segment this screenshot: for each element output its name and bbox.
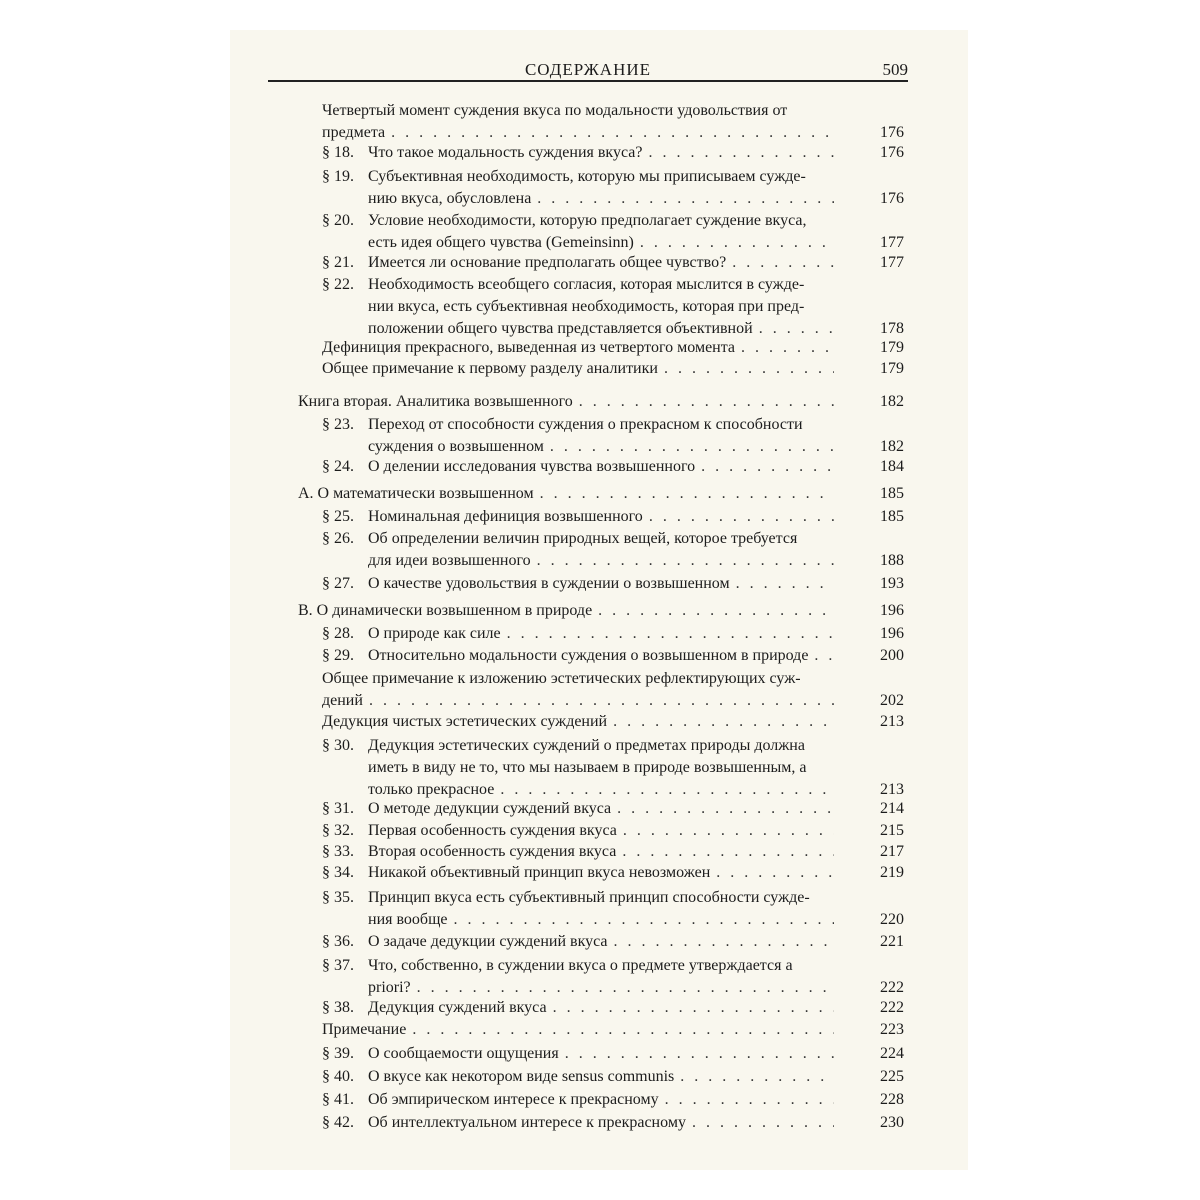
section-number: § 27.	[322, 575, 354, 592]
entry-title-text: О задаче дедукции суждений вкуса	[368, 933, 608, 950]
entry-page-number: 219	[880, 864, 904, 881]
dot-leader	[553, 997, 834, 1019]
entry-title-line	[368, 436, 834, 458]
entry-title-text: priori?	[368, 979, 411, 996]
entry-title-line	[322, 711, 834, 733]
entry-title-text: B. О динамически возвышенном в природе	[298, 602, 593, 619]
entry-title-line	[368, 232, 834, 254]
dot-leader	[664, 358, 834, 380]
entry-page-number: 213	[880, 713, 904, 730]
section-number: § 35.	[322, 889, 354, 906]
section-number: § 21.	[322, 254, 354, 271]
toc-entry	[230, 735, 968, 801]
toc-entry	[230, 210, 968, 254]
entry-page-number: 196	[880, 625, 904, 642]
entry-title-text: положении общего чувства представляется объективной	[368, 320, 753, 337]
entry-title-line	[368, 188, 834, 210]
entry-title-line	[368, 252, 834, 274]
toc-entry	[230, 414, 968, 458]
entry-title-line	[368, 645, 834, 667]
entry-title-text: О качестве удовольствия в суждении о возвышенном	[368, 575, 730, 592]
section-number: § 37.	[322, 957, 354, 974]
entry-page-number: 214	[880, 800, 904, 817]
entry-page-number: 182	[880, 438, 904, 455]
toc-entry	[230, 358, 968, 380]
dot-leader	[565, 1043, 834, 1065]
entry-page-number: 225	[880, 1068, 904, 1085]
entry-page-number: 176	[880, 144, 904, 161]
section-number: § 39.	[322, 1045, 354, 1062]
entry-page-number: 220	[880, 911, 904, 928]
entry-title-text: Переход от способности суждения о прекрасном к способности	[368, 416, 803, 433]
entry-title-line	[368, 1043, 834, 1065]
section-number: § 36.	[322, 933, 354, 950]
section-number: § 23.	[322, 416, 354, 433]
entry-title-text: О природе как силе	[368, 625, 501, 642]
entry-title-text: Субъективная необходимость, которую мы приписываем сужде-	[368, 168, 806, 185]
section-number: § 42.	[322, 1114, 354, 1131]
toc-entry	[230, 600, 968, 622]
dot-leader	[579, 391, 834, 413]
toc-entry	[230, 274, 968, 340]
entry-title-line	[368, 862, 834, 884]
entry-title-text: суждения о возвышенном	[368, 438, 544, 455]
entry-title-line	[322, 358, 834, 380]
dot-leader	[412, 1019, 834, 1041]
entry-title-line	[368, 573, 834, 595]
entry-page-number: 228	[880, 1091, 904, 1108]
dot-leader	[617, 798, 834, 820]
entry-page-number: 200	[880, 647, 904, 664]
toc-entry	[230, 1089, 968, 1111]
toc-entry	[230, 798, 968, 820]
toc-entry	[230, 100, 968, 144]
dot-leader	[454, 909, 835, 931]
entry-title-line	[368, 550, 834, 572]
dot-leader	[598, 600, 834, 622]
page-number: 509	[882, 60, 908, 79]
entry-page-number: 176	[880, 190, 904, 207]
dot-leader	[623, 820, 834, 842]
entry-title-text: Дедукция суждений вкуса	[368, 999, 547, 1016]
entry-title-line	[368, 997, 834, 1019]
entry-title-text: Номинальная дефиниция возвышенного	[368, 508, 643, 525]
section-number: § 26.	[322, 530, 354, 547]
entry-title-text: Что, собственно, в суждении вкуса о предмете утверждается a	[368, 957, 793, 974]
toc-entry	[230, 997, 968, 1019]
entry-page-number: 177	[880, 254, 904, 271]
entry-title-text: A. О математически возвышенном	[298, 485, 534, 502]
entry-page-number: 196	[880, 602, 904, 619]
entry-title-text: Дедукция чистых эстетических суждений	[322, 713, 608, 730]
entry-title-line	[322, 690, 834, 712]
section-number: § 41.	[322, 1091, 354, 1108]
entry-title-line	[368, 798, 834, 820]
entry-page-number: 230	[880, 1114, 904, 1131]
entry-title-text: Относительно модальности суждения о возвышенном в природе	[368, 647, 809, 664]
dot-leader	[736, 573, 834, 595]
dot-leader	[648, 142, 834, 164]
entry-title-text: Вторая особенность суждения вкуса	[368, 843, 617, 860]
toc-entry	[230, 573, 968, 595]
entry-title-text: Общее примечание к первому разделу аналитики	[322, 360, 658, 377]
toc-entry	[230, 841, 968, 863]
section-number: § 34.	[322, 864, 354, 881]
entry-title-line	[368, 506, 834, 528]
page-title: СОДЕРЖАНИЕ	[524, 60, 652, 79]
dot-leader	[701, 456, 834, 478]
entry-title-text: Что такое модальность суждения вкуса?	[368, 144, 643, 161]
section-number: § 18.	[322, 144, 354, 161]
entry-title-text: для идеи возвышенного	[368, 552, 531, 569]
toc-entry	[230, 862, 968, 884]
entry-title-text: иметь в виду не то, что мы называем в природе возвышенным, а	[368, 759, 807, 776]
entry-title-text: Об интеллектуальном интересе к прекрасному	[368, 1114, 686, 1131]
entry-title-text: Об определении величин природных вещей, которое требуется	[368, 530, 798, 547]
section-number: § 40.	[322, 1068, 354, 1085]
entry-title-text: О методе дедукции суждений вкуса	[368, 800, 612, 817]
page-header	[268, 56, 908, 88]
section-number: § 32.	[322, 822, 354, 839]
dot-leader	[732, 252, 834, 274]
toc-entry	[230, 1112, 968, 1134]
entry-title-line	[368, 1066, 834, 1088]
toc-entry	[230, 166, 968, 210]
entry-title-line	[368, 1112, 834, 1134]
entry-title-text: Первая особенность суждения вкуса	[368, 822, 617, 839]
entry-title-line	[368, 931, 834, 953]
entry-title-line	[298, 483, 834, 505]
entry-title-line	[322, 122, 834, 144]
entry-title-line	[368, 909, 834, 931]
entry-title-text: Общее примечание к изложению эстетических рефлектирующих суж-	[322, 670, 801, 687]
toc-entry	[230, 931, 968, 953]
section-number: § 28.	[322, 625, 354, 642]
entry-page-number: 222	[880, 999, 904, 1016]
dot-leader	[540, 483, 834, 505]
entry-title-line	[368, 142, 834, 164]
entry-title-text: Книга вторая. Аналитика возвышенного	[298, 393, 573, 410]
entry-page-number: 202	[880, 692, 904, 709]
entry-title-line	[368, 841, 834, 863]
entry-page-number: 193	[880, 575, 904, 592]
entry-page-number: 176	[880, 124, 904, 141]
dot-leader	[369, 690, 834, 712]
toc-entry	[230, 955, 968, 999]
dot-leader	[622, 841, 834, 863]
section-number: § 29.	[322, 647, 354, 664]
section-number: § 19.	[322, 168, 354, 185]
toc-entry	[230, 711, 968, 733]
toc-entry	[230, 887, 968, 931]
entry-page-number: 184	[880, 458, 904, 475]
entry-page-number: 223	[880, 1021, 904, 1038]
entry-title-line	[298, 600, 834, 622]
entry-title-text: Условие необходимости, которую предполагает суждение вкуса,	[368, 212, 807, 229]
dot-leader	[537, 550, 834, 572]
entry-title-text: ния вообще	[368, 911, 448, 928]
entry-page-number: 213	[880, 781, 904, 798]
toc-entry	[230, 506, 968, 528]
section-number: § 25.	[322, 508, 354, 525]
entry-title-text: Никакой объективный принцип вкуса невозможен	[368, 864, 711, 881]
entry-page-number: 217	[880, 843, 904, 860]
entry-title-text: только прекрасное	[368, 781, 495, 798]
section-number: § 30.	[322, 737, 354, 754]
toc-entry	[230, 391, 968, 413]
section-number: § 20.	[322, 212, 354, 229]
entry-page-number: 179	[880, 339, 904, 356]
entry-title-text: О делении исследования чувства возвышенного	[368, 458, 696, 475]
entry-title-line	[322, 337, 834, 359]
entry-page-number: 215	[880, 822, 904, 839]
dot-leader	[417, 977, 834, 999]
section-number: § 33.	[322, 843, 354, 860]
entry-page-number: 182	[880, 393, 904, 410]
toc-entry	[230, 645, 968, 667]
section-number: § 22.	[322, 276, 354, 293]
toc-entry	[230, 668, 968, 712]
book-page	[230, 30, 968, 1170]
entry-title-text: предмета	[322, 124, 386, 141]
toc-entry	[230, 337, 968, 359]
entry-title-line	[368, 977, 834, 999]
entry-title-text: Имеется ли основание предполагать общее чувство?	[368, 254, 727, 271]
dot-leader	[550, 436, 834, 458]
entry-title-line	[368, 820, 834, 842]
dot-leader	[391, 122, 834, 144]
entry-title-text: Дефиниция прекрасного, выведенная из четвертого момента	[322, 339, 736, 356]
entry-title-text: Необходимость всеобщего согласия, которая мыслится в сужде-	[368, 276, 805, 293]
entry-title-text: Дедукция эстетических суждений о предметах природы должна	[368, 737, 805, 754]
dot-leader	[814, 645, 834, 667]
entry-title-text: есть идея общего чувства (Gemeinsinn)	[368, 234, 634, 251]
dot-leader	[692, 1112, 834, 1134]
dot-leader	[507, 623, 834, 645]
entry-title-text: нии вкуса, есть субъективная необходимость, которая при пред-	[368, 298, 805, 315]
entry-title-text: дений	[322, 692, 363, 709]
entry-page-number: 178	[880, 320, 904, 337]
entry-page-number: 222	[880, 979, 904, 996]
header-rule	[268, 80, 908, 82]
dot-leader	[613, 711, 834, 733]
entry-page-number: 185	[880, 485, 904, 502]
dot-leader	[649, 506, 834, 528]
dot-leader	[537, 188, 834, 210]
toc-entry	[230, 1019, 968, 1041]
entry-page-number: 221	[880, 933, 904, 950]
section-number: § 38.	[322, 999, 354, 1016]
toc-entry	[230, 623, 968, 645]
entry-title-text: нию вкуса, обусловлена	[368, 190, 532, 207]
entry-page-number: 177	[880, 234, 904, 251]
entry-title-line	[368, 1089, 834, 1111]
toc-entry	[230, 142, 968, 164]
section-number: § 24.	[322, 458, 354, 475]
dot-leader	[665, 1089, 834, 1111]
entry-title-text: Четвертый момент суждения вкуса по модальности удовольствия от	[322, 102, 788, 119]
dot-leader	[680, 1066, 834, 1088]
toc-entry	[230, 1043, 968, 1065]
entry-title-text: Об эмпирическом интересе к прекрасному	[368, 1091, 659, 1108]
entry-title-text: Примечание	[322, 1021, 407, 1038]
entry-title-line	[368, 623, 834, 645]
entry-title-text: О вкусе как некотором виде sensus communis	[368, 1068, 675, 1085]
entry-page-number: 224	[880, 1045, 904, 1062]
entry-page-number: 179	[880, 360, 904, 377]
entry-title-text: О сообщаемости ощущения	[368, 1045, 559, 1062]
entry-page-number: 188	[880, 552, 904, 569]
toc-entry	[230, 483, 968, 505]
dot-leader	[614, 931, 834, 953]
entry-page-number: 185	[880, 508, 904, 525]
entry-title-line	[368, 456, 834, 478]
toc-entry	[230, 528, 968, 572]
entry-title-text: Принцип вкуса есть субъективный принцип способности сужде-	[368, 889, 810, 906]
entry-title-line	[298, 391, 834, 413]
toc-entry	[230, 456, 968, 478]
toc-entry	[230, 820, 968, 842]
dot-leader	[741, 337, 834, 359]
section-number: § 31.	[322, 800, 354, 817]
toc-entry	[230, 1066, 968, 1088]
dot-leader	[716, 862, 834, 884]
entry-title-line	[322, 1019, 834, 1041]
toc-entry	[230, 252, 968, 274]
dot-leader	[640, 232, 834, 254]
